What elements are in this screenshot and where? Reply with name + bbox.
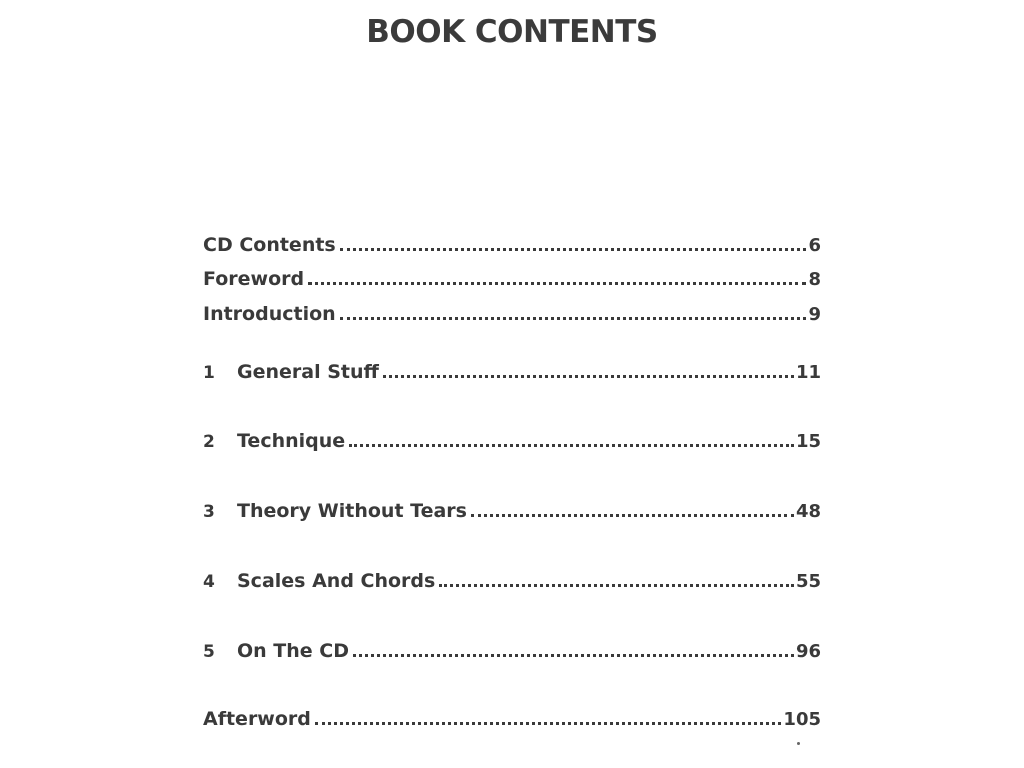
- dot-leader: [315, 722, 782, 725]
- toc-entry-label: Theory Without Tears: [237, 500, 467, 522]
- scan-speck: [797, 742, 800, 745]
- toc-entry-page: 48: [795, 501, 821, 522]
- toc-entry-label: Afterword: [203, 708, 311, 730]
- dot-leader: [349, 444, 794, 447]
- toc-entry-chapter-1: [203, 353, 821, 383]
- dot-leader: [439, 584, 794, 587]
- toc-entry-page: 6: [808, 235, 821, 256]
- dot-leader: [353, 654, 794, 657]
- toc-entry-page: 9: [808, 304, 821, 325]
- dot-leader: [340, 317, 807, 320]
- toc-entry-page: 55: [795, 571, 821, 592]
- dot-leader: [308, 282, 806, 285]
- chapter-number: 1: [203, 363, 215, 383]
- chapter-number: 5: [203, 642, 215, 662]
- toc-entry-page: 11: [795, 362, 821, 383]
- toc-entry-label: Scales And Chords: [237, 570, 436, 592]
- toc-entry-label: On The CD: [237, 640, 349, 662]
- toc-entry-label: General Stuff: [237, 361, 379, 383]
- toc-entry-page: 8: [808, 269, 821, 290]
- toc-entry-label: Introduction: [203, 303, 336, 325]
- page-title: BOOK CONTENTS: [366, 14, 658, 50]
- toc-entry-chapter-3: [203, 492, 821, 522]
- toc-entry-chapter-4: [203, 562, 821, 592]
- toc-entry-afterword: [203, 700, 821, 730]
- toc-entry-label: CD Contents: [203, 234, 336, 256]
- toc-entry-label: Foreword: [203, 268, 305, 290]
- chapter-number: 4: [203, 572, 215, 592]
- toc-entry-page: 15: [795, 431, 821, 452]
- dot-leader: [471, 514, 794, 517]
- toc-entry-foreword: [203, 260, 821, 290]
- dot-leader: [340, 248, 807, 251]
- toc-entry-page: 96: [795, 641, 821, 662]
- toc-entry-page: 105: [783, 709, 821, 730]
- toc-entry-label: Technique: [237, 430, 346, 452]
- toc-entry-introduction: [203, 295, 821, 325]
- chapter-number: 3: [203, 502, 215, 522]
- toc-entry-chapter-5: [203, 632, 821, 662]
- chapter-number: 2: [203, 432, 215, 452]
- dot-leader: [383, 375, 794, 378]
- toc-entry-chapter-2: [203, 422, 821, 452]
- toc-entry-cd-contents: [203, 226, 821, 256]
